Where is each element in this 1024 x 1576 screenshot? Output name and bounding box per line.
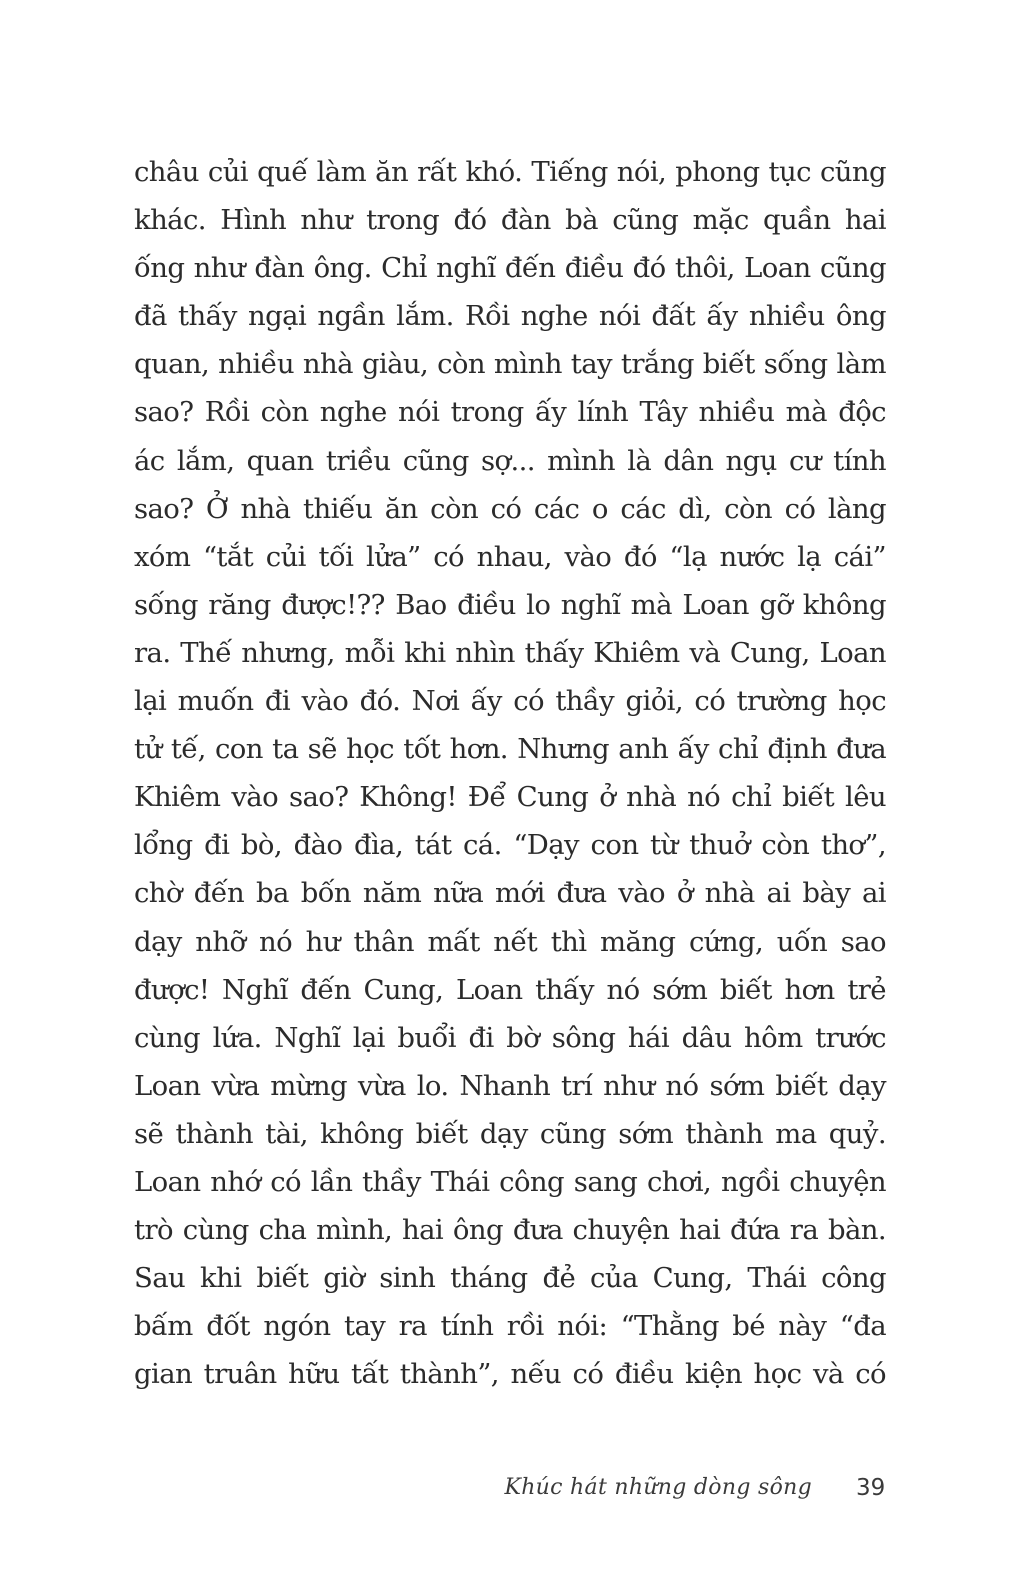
text-line: lại muốn đi vào đó. Nơi ấy có thầy giỏi, có trường học [134, 685, 886, 718]
text-line: gian truân hữu tất thành”, nếu có điều kiện học và có [134, 1358, 886, 1391]
body-text [134, 148, 886, 1398]
text-line: đã thấy ngại ngần lắm. Rồi nghe nói đất ấy nhiều ông [134, 300, 886, 333]
text-line: ống như đàn ông. Chỉ nghĩ đến điều đó thôi, Loan cũng [134, 252, 886, 285]
page-number: 39 [856, 1475, 886, 1501]
text-line: được! Nghĩ đến Cung, Loan thấy nó sớm biết hơn trẻ [134, 973, 886, 1006]
text-line: sao? Ở nhà thiếu ăn còn có các o các dì, còn có làng [134, 492, 886, 525]
text-line: châu củi quế làm ăn rất khó. Tiếng nói, phong tục cũng [134, 156, 886, 188]
text-line: dạy nhỡ nó hư thân mất nết thì măng cứng, uốn sao [134, 925, 886, 958]
text-line: sẽ thành tài, không biết dạy cũng sớm thành ma quỷ. [134, 1117, 886, 1150]
text-line: khác. Hình như trong đó đàn bà cũng mặc quần hai [134, 204, 886, 237]
text-line: Loan nhớ có lần thầy Thái công sang chơi, ngồi chuyện [134, 1165, 886, 1198]
text-line: quan, nhiều nhà giàu, còn mình tay trắng biết sống làm [134, 348, 886, 381]
running-title: Khúc hát những dòng sông [504, 1475, 812, 1500]
text-line: tử tế, con ta sẽ học tốt hơn. Nhưng anh ấy chỉ định đưa [134, 733, 886, 766]
text-line: trò cùng cha mình, hai ông đưa chuyện hai đứa ra bàn. [134, 1214, 886, 1247]
text-line: Khiêm vào sao? Không! Để Cung ở nhà nó chỉ biết lêu [134, 781, 886, 814]
text-line: sống răng được!?? Bao điều lo nghĩ mà Loan gỡ không [134, 588, 886, 621]
text-line: sao? Rồi còn nghe nói trong ấy lính Tây nhiều mà độc [134, 396, 886, 429]
text-line: Sau khi biết giờ sinh tháng đẻ của Cung, Thái công [134, 1262, 886, 1295]
text-line: xóm “tắt củi tối lửa” có nhau, vào đó “lạ nước lạ cái” [134, 540, 886, 573]
text-line: chờ đến ba bốn năm nữa mới đưa vào ở nhà ai bày ai [134, 877, 886, 910]
text-line: bấm đốt ngón tay ra tính rồi nói: “Thằng bé này “đa [134, 1310, 886, 1343]
text-line: ra. Thế nhưng, mỗi khi nhìn thấy Khiêm và Cung, Loan [134, 636, 886, 669]
text-line: lổng đi bò, đào đìa, tát cá. “Dạy con từ thuở còn thơ”, [134, 829, 886, 862]
page-footer [0, 1470, 1024, 1510]
text-line: Loan vừa mừng vừa lo. Nhanh trí như nó sớm biết dạy [134, 1069, 886, 1102]
text-line: cùng lứa. Nghĩ lại buổi đi bờ sông hái dâu hôm trước [134, 1021, 886, 1054]
text-line: ác lắm, quan triều cũng sợ... mình là dân ngụ cư tính [134, 444, 886, 477]
